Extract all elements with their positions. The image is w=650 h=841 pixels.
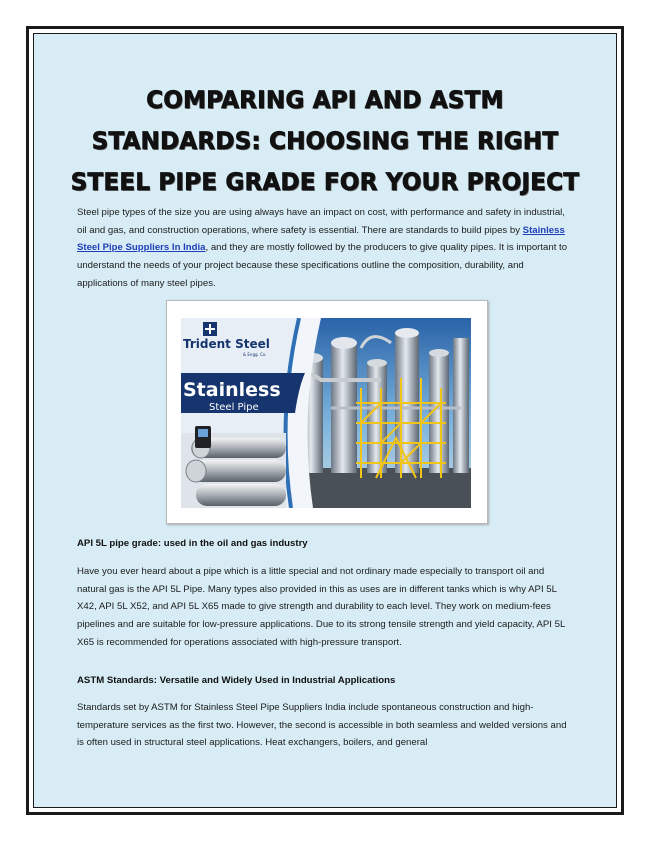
section1-heading: API 5L pipe grade: used in the oil and gas industry <box>77 538 308 549</box>
section1-paragraph: Have you ever heard about a pipe which is a little special and not ordinary made especially to transport oil and natural gas is the API 5L Pipe. Many types also provided in this as uses are in different tanks which is why API 5L X42, API 5L X52, and API 5L X65 made to give strength and durability to each level. They work on medium-fees pipelines and are suitable for low-pressure applications. Due to its strong tensile strength and yield capacity, API 5L X65 is recommended for operations associated with high-pressure transport. <box>77 566 565 648</box>
banner-image <box>181 318 471 508</box>
section2-paragraph: Standards set by ASTM for Stainless Steel Pipe Suppliers India include spontaneous construction and high-temperature services as the first two. However, the second is accessible in both seamless and welded versions and is often used in structural steel applications. Heat exchangers, boilers, and general <box>77 702 567 749</box>
banner-image-frame <box>166 300 488 524</box>
intro-text-after: , and they are mostly followed by the producers to give quality pipes. It is important to understand the needs of your project because these specifications outline the composition, durability, and applications of many steel pipes. <box>77 242 568 289</box>
stainless-steel-pipe-suppliers-link[interactable]: Stainless Steel Pipe Suppliers In India <box>77 224 565 254</box>
document-title: COMPARING API AND ASTM STANDARDS: CHOOSING THE RIGHT STEEL PIPE GRADE FOR YOUR PROJECT <box>70 86 580 196</box>
intro-text-before: Steel pipe types of the size you are using always have an impact on cost, with performance and safety in industrial, oil and gas, and construction operations, where safety is essential. There are standards to build pipes by <box>77 207 565 236</box>
section2-heading: ASTM Standards: Versatile and Widely Used in Industrial Applications <box>77 675 396 686</box>
brand-name: Trident Steel <box>183 337 270 351</box>
brand-sub: & Engg. Co. <box>243 352 267 357</box>
banner-headline: Stainless <box>183 379 281 401</box>
intro-paragraph <box>77 204 575 293</box>
banner-subline: Steel Pipe <box>209 402 259 413</box>
